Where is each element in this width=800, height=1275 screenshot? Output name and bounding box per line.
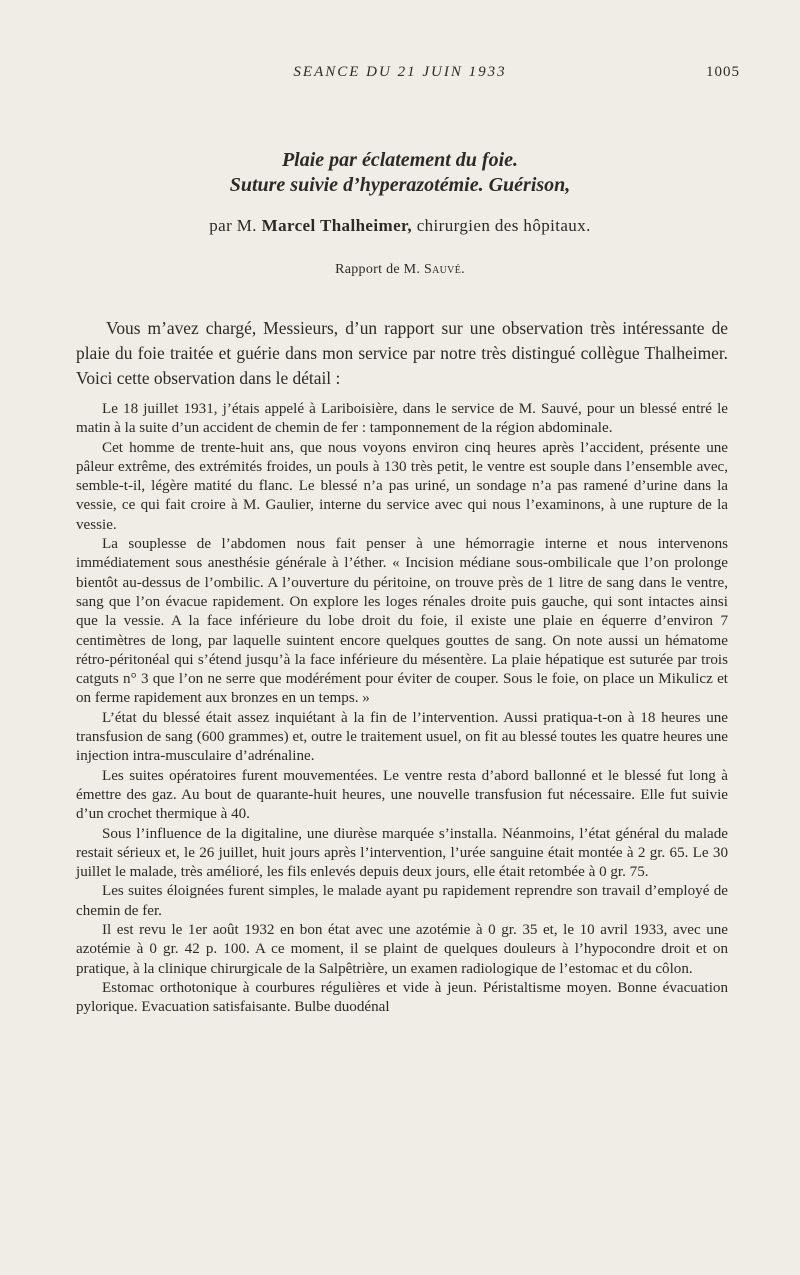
- body-paragraph: Sous l’influence de la digitaline, une diurèse marquée s’installa. Néanmoins, l’état général du malade restait sérieux et, le 26 juillet, huit jours après l’intervention, l’urée sanguine était montée à 2 gr. 65. Le 30 juillet le malade, très amélioré, les fils enlevés depuis deux jours, elle était retombée à 0 gr. 75.: [76, 825, 728, 881]
- article-title: [0, 148, 800, 198]
- byline-prefix: par M.: [209, 216, 257, 235]
- title-line-1: Plaie par éclatement du foie.: [281, 149, 519, 171]
- body-paragraph: Les suites opératoires furent mouvementées. Le ventre resta d’abord ballonné et le blessé fut long à émettre des gaz. Au bout de quarante-huit heures, une nouvelle transfusion fut nécessaire. Elle fut suivie d’un crochet thermique à 40.: [76, 767, 728, 823]
- body-paragraph: Le 18 juillet 1931, j’étais appelé à Lariboisière, dans le service de M. Sauvé, pour un blessé entré le matin à la suite d’un accident de chemin de fer : tamponnement de la région abdominale.: [76, 401, 728, 437]
- running-title: SEANCE DU 21 JUIN 1933: [293, 64, 507, 80]
- byline-suffix: chirurgien des hôpitaux.: [416, 216, 591, 235]
- intro-paragraph: Vous m’avez chargé, Messieurs, d’un rapport sur une observation très intéressante de plaie du foie traitée et guérie dans mon service par notre très distingué collègue Thalheimer. Voici cette observation dans le détail :: [76, 318, 728, 388]
- running-head: [0, 64, 800, 86]
- body-paragraph: Il est revu le 1er août 1932 en bon état avec une azotémie à 0 gr. 35 et, le 10 avril 1933, avec une azotémie à 0 gr. 42 p. 100. A ce moment, il se plaint de quelques douleurs à l’hypocondre droit et on pratique, à la clinique chirurgicale de la Salpêtrière, un examen radiologique de l’estomac et du côlon.: [76, 922, 728, 977]
- body-paragraph: Estomac orthotonique à courbures régulières et vide à jeun. Péristaltisme moyen. Bonne évacuation pylorique. Evacuation satisfaisante. Bulbe duodénal: [76, 979, 728, 1016]
- body-paragraph: L’état du blessé était assez inquiétant à la fin de l’intervention. Aussi pratiqua-t-on à 18 heures une transfusion de sang (600 grammes) et, outre le traitement usuel, on fit au blessé toutes les quatre heures une injection intra-musculaire d’adrénaline.: [76, 709, 728, 765]
- body-paragraph: Les suites éloignées furent simples, le malade ayant pu rapidement reprendre son travail d’employé de chemin de fer.: [76, 883, 728, 919]
- observation-body: [76, 400, 728, 1018]
- page-number: 1005: [706, 64, 740, 80]
- body-paragraph: La souplesse de l’abdomen nous fait penser à une hémorragie interne et nous intervenons immédiatement sous anesthésie générale à l’éther. « Incision médiane sous-ombilicale que l’on prolonge bientôt au-dessus de l’ombilic. A l’ouverture du péritoine, on trouve près de 1 litre de sang dans le ventre, sang que l’on évacue rapidement. On explore les loges rénales droite puis gauche, qui sont intactes ainsi que la vessie. A la face inférieure du lobe droit du foie, il existe une plaie en équerre d’environ 7 centimètres de long, par laquelle suintent encore quelques gouttes de sang. On note aussi un hématome rétro-péritonéal qui s’étend jusqu’à la face inférieure du mésentère. La plaie hépatique est suturée par trois catguts n° 3 que l’on ne serre que modérément pour éviter de couper. Sous le foie, on place un Mikulicz et on ferme rapidement aux bronzes en un temps. »: [76, 536, 728, 707]
- report-label: Rapport de M.: [335, 262, 421, 277]
- body-paragraph: Cet homme de trente-huit ans, que nous voyons environ cinq heures après l’accident, présente une pâleur extrême, des extrémités froides, un pouls à 130 très petit, le ventre est souple dans l’ensemble avec, semble-t-il, légère matité du flanc. Le blessé n’a pas uriné, un sondage n’a pas ramené d’urine dans la vessie, ce qui fait croire à M. Gaulier, interne du service avec qui nous l’examinons, à une rupture de la vessie.: [76, 439, 728, 533]
- author-name: Marcel Thalheimer,: [261, 216, 413, 235]
- report-attribution: [0, 262, 800, 278]
- title-line-2: Suture suivie d’hyperazotémie. Guérison,: [229, 174, 571, 196]
- byline: [0, 216, 800, 236]
- intro-section: [76, 316, 728, 391]
- reporter-name: Sauvé.: [424, 262, 465, 277]
